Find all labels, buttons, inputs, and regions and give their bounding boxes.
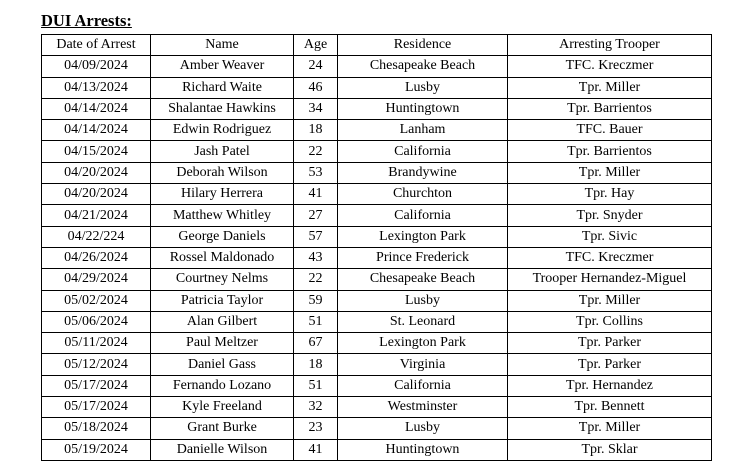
cell-residence: California — [338, 375, 508, 396]
column-header-age: Age — [294, 35, 338, 56]
cell-residence: Westminster — [338, 397, 508, 418]
cell-name: Matthew Whitley — [151, 205, 294, 226]
cell-age: 51 — [294, 311, 338, 332]
cell-date: 04/13/2024 — [42, 77, 151, 98]
cell-age: 46 — [294, 77, 338, 98]
table-row — [42, 397, 712, 418]
cell-residence: California — [338, 141, 508, 162]
cell-trooper: Tpr. Barrientos — [508, 141, 712, 162]
table-row — [42, 205, 712, 226]
cell-date: 05/17/2024 — [42, 375, 151, 396]
cell-name: Kyle Freeland — [151, 397, 294, 418]
column-header-name: Name — [151, 35, 294, 56]
cell-trooper: Tpr. Miller — [508, 290, 712, 311]
column-header-date: Date of Arrest — [42, 35, 151, 56]
cell-trooper: Tpr. Miller — [508, 418, 712, 439]
cell-residence: Lexington Park — [338, 333, 508, 354]
cell-date: 04/20/2024 — [42, 184, 151, 205]
header-row — [42, 35, 712, 56]
cell-residence: California — [338, 205, 508, 226]
cell-trooper: Tpr. Sklar — [508, 439, 712, 460]
cell-trooper: Tpr. Bennett — [508, 397, 712, 418]
cell-trooper: Tpr. Collins — [508, 311, 712, 332]
table-row — [42, 375, 712, 396]
cell-date: 04/20/2024 — [42, 162, 151, 183]
cell-trooper: Trooper Hernandez-Miguel — [508, 269, 712, 290]
cell-age: 27 — [294, 205, 338, 226]
cell-date: 05/06/2024 — [42, 311, 151, 332]
cell-date: 04/21/2024 — [42, 205, 151, 226]
cell-trooper: TFC. Bauer — [508, 120, 712, 141]
cell-age: 51 — [294, 375, 338, 396]
cell-name: Amber Weaver — [151, 56, 294, 77]
cell-trooper: Tpr. Parker — [508, 354, 712, 375]
cell-name: George Daniels — [151, 226, 294, 247]
table-row — [42, 247, 712, 268]
cell-name: Hilary Herrera — [151, 184, 294, 205]
cell-name: Daniel Gass — [151, 354, 294, 375]
cell-date: 04/14/2024 — [42, 120, 151, 141]
cell-date: 05/17/2024 — [42, 397, 151, 418]
cell-date: 04/29/2024 — [42, 269, 151, 290]
column-header-residence: Residence — [338, 35, 508, 56]
cell-residence: Huntingtown — [338, 98, 508, 119]
table-row — [42, 120, 712, 141]
dui-arrests-table — [41, 34, 712, 461]
cell-name: Jash Patel — [151, 141, 294, 162]
cell-date: 04/22/224 — [42, 226, 151, 247]
table-row — [42, 56, 712, 77]
cell-name: Deborah Wilson — [151, 162, 294, 183]
cell-age: 18 — [294, 354, 338, 375]
cell-name: Grant Burke — [151, 418, 294, 439]
cell-age: 41 — [294, 439, 338, 460]
cell-residence: Lusby — [338, 77, 508, 98]
column-header-trooper: Arresting Trooper — [508, 35, 712, 56]
table-row — [42, 354, 712, 375]
cell-residence: Brandywine — [338, 162, 508, 183]
table-row — [42, 77, 712, 98]
cell-age: 18 — [294, 120, 338, 141]
table-row — [42, 141, 712, 162]
cell-date: 04/14/2024 — [42, 98, 151, 119]
cell-name: Alan Gilbert — [151, 311, 294, 332]
cell-date: 05/19/2024 — [42, 439, 151, 460]
cell-age: 23 — [294, 418, 338, 439]
table-row — [42, 269, 712, 290]
cell-residence: Virginia — [338, 354, 508, 375]
cell-residence: Lusby — [338, 418, 508, 439]
section-heading: DUI Arrests: — [41, 11, 132, 30]
cell-date: 04/15/2024 — [42, 141, 151, 162]
cell-date: 05/12/2024 — [42, 354, 151, 375]
cell-residence: Chesapeake Beach — [338, 269, 508, 290]
cell-residence: Lexington Park — [338, 226, 508, 247]
cell-age: 22 — [294, 141, 338, 162]
cell-trooper: TFC. Kreczmer — [508, 247, 712, 268]
cell-trooper: Tpr. Sivic — [508, 226, 712, 247]
cell-age: 32 — [294, 397, 338, 418]
table-row — [42, 98, 712, 119]
cell-age: 34 — [294, 98, 338, 119]
cell-residence: St. Leonard — [338, 311, 508, 332]
cell-name: Rossel Maldonado — [151, 247, 294, 268]
table-row — [42, 439, 712, 460]
table-row — [42, 226, 712, 247]
cell-date: 05/11/2024 — [42, 333, 151, 354]
cell-trooper: Tpr. Miller — [508, 77, 712, 98]
cell-residence: Chesapeake Beach — [338, 56, 508, 77]
cell-residence: Churchton — [338, 184, 508, 205]
cell-date: 05/02/2024 — [42, 290, 151, 311]
table-row — [42, 333, 712, 354]
cell-age: 67 — [294, 333, 338, 354]
table-row — [42, 184, 712, 205]
cell-age: 59 — [294, 290, 338, 311]
cell-trooper: TFC. Kreczmer — [508, 56, 712, 77]
cell-trooper: Tpr. Barrientos — [508, 98, 712, 119]
cell-name: Danielle Wilson — [151, 439, 294, 460]
cell-residence: Lanham — [338, 120, 508, 141]
cell-name: Patricia Taylor — [151, 290, 294, 311]
cell-date: 04/26/2024 — [42, 247, 151, 268]
table-row — [42, 311, 712, 332]
cell-date: 04/09/2024 — [42, 56, 151, 77]
cell-date: 05/18/2024 — [42, 418, 151, 439]
cell-age: 24 — [294, 56, 338, 77]
cell-trooper: Tpr. Snyder — [508, 205, 712, 226]
cell-name: Shalantae Hawkins — [151, 98, 294, 119]
cell-age: 41 — [294, 184, 338, 205]
cell-age: 22 — [294, 269, 338, 290]
cell-residence: Huntingtown — [338, 439, 508, 460]
cell-trooper: Tpr. Parker — [508, 333, 712, 354]
cell-residence: Lusby — [338, 290, 508, 311]
cell-age: 43 — [294, 247, 338, 268]
cell-trooper: Tpr. Hernandez — [508, 375, 712, 396]
table-row — [42, 162, 712, 183]
table-row — [42, 418, 712, 439]
table-row — [42, 290, 712, 311]
cell-age: 57 — [294, 226, 338, 247]
cell-trooper: Tpr. Hay — [508, 184, 712, 205]
cell-name: Fernando Lozano — [151, 375, 294, 396]
cell-trooper: Tpr. Miller — [508, 162, 712, 183]
cell-residence: Prince Frederick — [338, 247, 508, 268]
table-body — [42, 56, 712, 461]
cell-name: Courtney Nelms — [151, 269, 294, 290]
cell-name: Paul Meltzer — [151, 333, 294, 354]
cell-age: 53 — [294, 162, 338, 183]
cell-name: Richard Waite — [151, 77, 294, 98]
cell-name: Edwin Rodriguez — [151, 120, 294, 141]
